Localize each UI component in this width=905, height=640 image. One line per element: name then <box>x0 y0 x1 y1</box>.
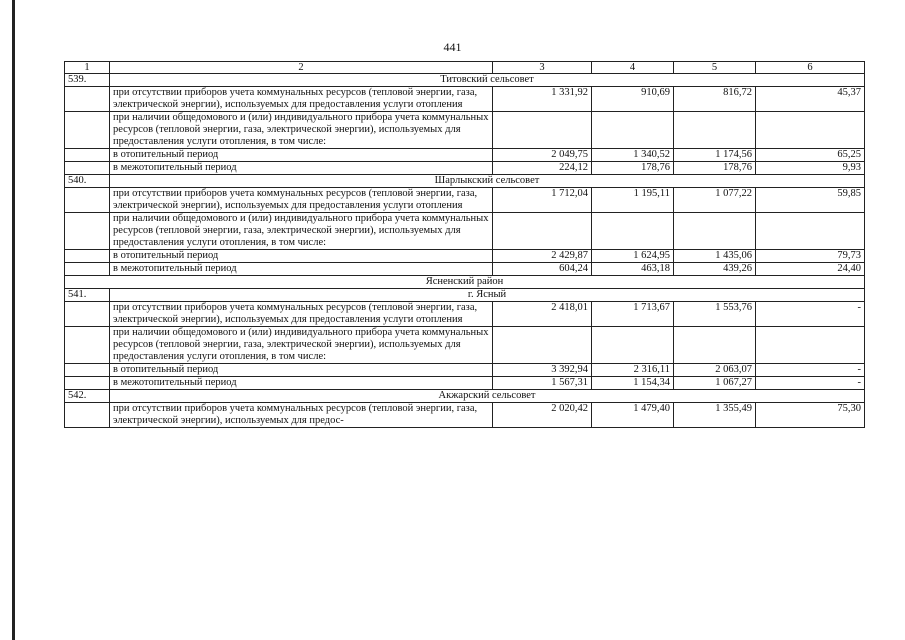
value-cell-6: 24,40 <box>756 263 865 276</box>
value-cell-6: 59,85 <box>756 188 865 213</box>
row-description: в отопительный период <box>110 364 493 377</box>
row-number-cell <box>65 188 110 213</box>
group-number: 542. <box>65 390 110 403</box>
header-row <box>65 62 865 74</box>
table-row <box>65 377 865 390</box>
row-number-cell <box>65 403 110 428</box>
group-header-row <box>65 390 865 403</box>
value-cell-3 <box>493 112 592 149</box>
settlement-name: Акжарский сельсовет <box>110 390 865 403</box>
table-row <box>65 213 865 250</box>
value-cell-3 <box>493 213 592 250</box>
row-number-cell <box>65 377 110 390</box>
table-row <box>65 302 865 327</box>
table-row <box>65 87 865 112</box>
row-number-cell <box>65 162 110 175</box>
value-cell-5: 1 067,27 <box>674 377 756 390</box>
page-number: 441 <box>443 40 462 54</box>
value-cell-3: 2 429,87 <box>493 250 592 263</box>
tariff-table <box>64 61 865 428</box>
table-row <box>65 403 865 428</box>
value-cell-6: - <box>756 302 865 327</box>
row-number-cell <box>65 250 110 263</box>
value-cell-5: 2 063,07 <box>674 364 756 377</box>
settlement-name: Титовский сельсовет <box>110 74 865 87</box>
value-cell-3 <box>493 327 592 364</box>
value-cell-3: 2 020,42 <box>493 403 592 428</box>
table-row <box>65 162 865 175</box>
value-cell-6: 65,25 <box>756 149 865 162</box>
value-cell-6: 9,93 <box>756 162 865 175</box>
row-number-cell <box>65 112 110 149</box>
table-row <box>65 364 865 377</box>
row-description: при отсутствии приборов учета коммунальных ресурсов (тепловой энергии, газа, электрической энергии), используемых для предос- <box>110 403 493 428</box>
row-number-cell <box>65 87 110 112</box>
value-cell-6 <box>756 327 865 364</box>
group-header-row <box>65 74 865 87</box>
value-cell-4: 1 340,52 <box>592 149 674 162</box>
value-cell-5: 1 435,06 <box>674 250 756 263</box>
settlement-name: г. Ясный <box>110 289 865 302</box>
value-cell-5: 178,76 <box>674 162 756 175</box>
header-cell-2: 2 <box>110 62 493 74</box>
row-number-cell <box>65 213 110 250</box>
value-cell-5: 439,26 <box>674 263 756 276</box>
table-body <box>65 62 865 428</box>
value-cell-5: 1 174,56 <box>674 149 756 162</box>
row-number-cell <box>65 302 110 327</box>
header-cell-4: 4 <box>592 62 674 74</box>
row-description: при отсутствии приборов учета коммунальных ресурсов (тепловой энергии, газа, электрической энергии), используемых для предоставления услуги отопления <box>110 87 493 112</box>
row-description: при наличии общедомового и (или) индивидуального прибора учета коммунальных ресурсов (тепловой энергии, газа, электрической энергии), используемых для предоставления услуги отопления, в том числе: <box>110 327 493 364</box>
value-cell-3: 1 331,92 <box>493 87 592 112</box>
value-cell-4: 1 154,34 <box>592 377 674 390</box>
row-number-cell <box>65 149 110 162</box>
row-description: при отсутствии приборов учета коммунальных ресурсов (тепловой энергии, газа, электрической энергии), используемых для предоставления услуги отопления <box>110 302 493 327</box>
value-cell-3: 2 418,01 <box>493 302 592 327</box>
scan-edge-line <box>12 0 15 640</box>
value-cell-5 <box>674 112 756 149</box>
value-cell-3: 1 712,04 <box>493 188 592 213</box>
table-row <box>65 149 865 162</box>
group-number: 540. <box>65 175 110 188</box>
row-description: при наличии общедомового и (или) индивидуального прибора учета коммунальных ресурсов (тепловой энергии, газа, электрической энергии), используемых для предоставления услуги отопления, в том числе: <box>110 112 493 149</box>
value-cell-6: 79,73 <box>756 250 865 263</box>
value-cell-4: 1 713,67 <box>592 302 674 327</box>
group-number: 541. <box>65 289 110 302</box>
table-row <box>65 263 865 276</box>
value-cell-5: 1 077,22 <box>674 188 756 213</box>
row-description: в межотопительный период <box>110 377 493 390</box>
value-cell-4: 1 479,40 <box>592 403 674 428</box>
value-cell-6 <box>756 213 865 250</box>
value-cell-5 <box>674 327 756 364</box>
district-row <box>65 276 865 289</box>
value-cell-4: 178,76 <box>592 162 674 175</box>
value-cell-4: 463,18 <box>592 263 674 276</box>
header-cell-5: 5 <box>674 62 756 74</box>
table-row <box>65 112 865 149</box>
value-cell-3: 224,12 <box>493 162 592 175</box>
value-cell-6 <box>756 112 865 149</box>
value-cell-4 <box>592 112 674 149</box>
settlement-name: Шарлыкский сельсовет <box>110 175 865 188</box>
value-cell-6: - <box>756 364 865 377</box>
district-name: Ясненский район <box>65 276 865 289</box>
row-description: в межотопительный период <box>110 162 493 175</box>
group-header-row <box>65 175 865 188</box>
value-cell-4: 1 195,11 <box>592 188 674 213</box>
group-header-row <box>65 289 865 302</box>
row-number-cell <box>65 364 110 377</box>
value-cell-3: 1 567,31 <box>493 377 592 390</box>
table-row <box>65 327 865 364</box>
row-description: при отсутствии приборов учета коммунальных ресурсов (тепловой энергии, газа, электрической энергии), используемых для предоставления услуги отопления <box>110 188 493 213</box>
row-number-cell <box>65 327 110 364</box>
table-row <box>65 188 865 213</box>
value-cell-3: 604,24 <box>493 263 592 276</box>
value-cell-3: 3 392,94 <box>493 364 592 377</box>
value-cell-5: 1 355,49 <box>674 403 756 428</box>
value-cell-4 <box>592 327 674 364</box>
value-cell-6: 45,37 <box>756 87 865 112</box>
value-cell-5: 1 553,76 <box>674 302 756 327</box>
value-cell-4 <box>592 213 674 250</box>
value-cell-5: 816,72 <box>674 87 756 112</box>
value-cell-4: 910,69 <box>592 87 674 112</box>
value-cell-4: 2 316,11 <box>592 364 674 377</box>
row-description: при наличии общедомового и (или) индивидуального прибора учета коммунальных ресурсов (тепловой энергии, газа, электрической энергии), используемых для предоставления услуги отопления, в том числе: <box>110 213 493 250</box>
header-cell-1: 1 <box>65 62 110 74</box>
header-cell-3: 3 <box>493 62 592 74</box>
value-cell-6: 75,30 <box>756 403 865 428</box>
row-description: в отопительный период <box>110 149 493 162</box>
value-cell-4: 1 624,95 <box>592 250 674 263</box>
row-description: в межотопительный период <box>110 263 493 276</box>
group-number: 539. <box>65 74 110 87</box>
value-cell-6: - <box>756 377 865 390</box>
row-description: в отопительный период <box>110 250 493 263</box>
table-row <box>65 250 865 263</box>
header-cell-6: 6 <box>756 62 865 74</box>
row-number-cell <box>65 263 110 276</box>
value-cell-3: 2 049,75 <box>493 149 592 162</box>
value-cell-5 <box>674 213 756 250</box>
